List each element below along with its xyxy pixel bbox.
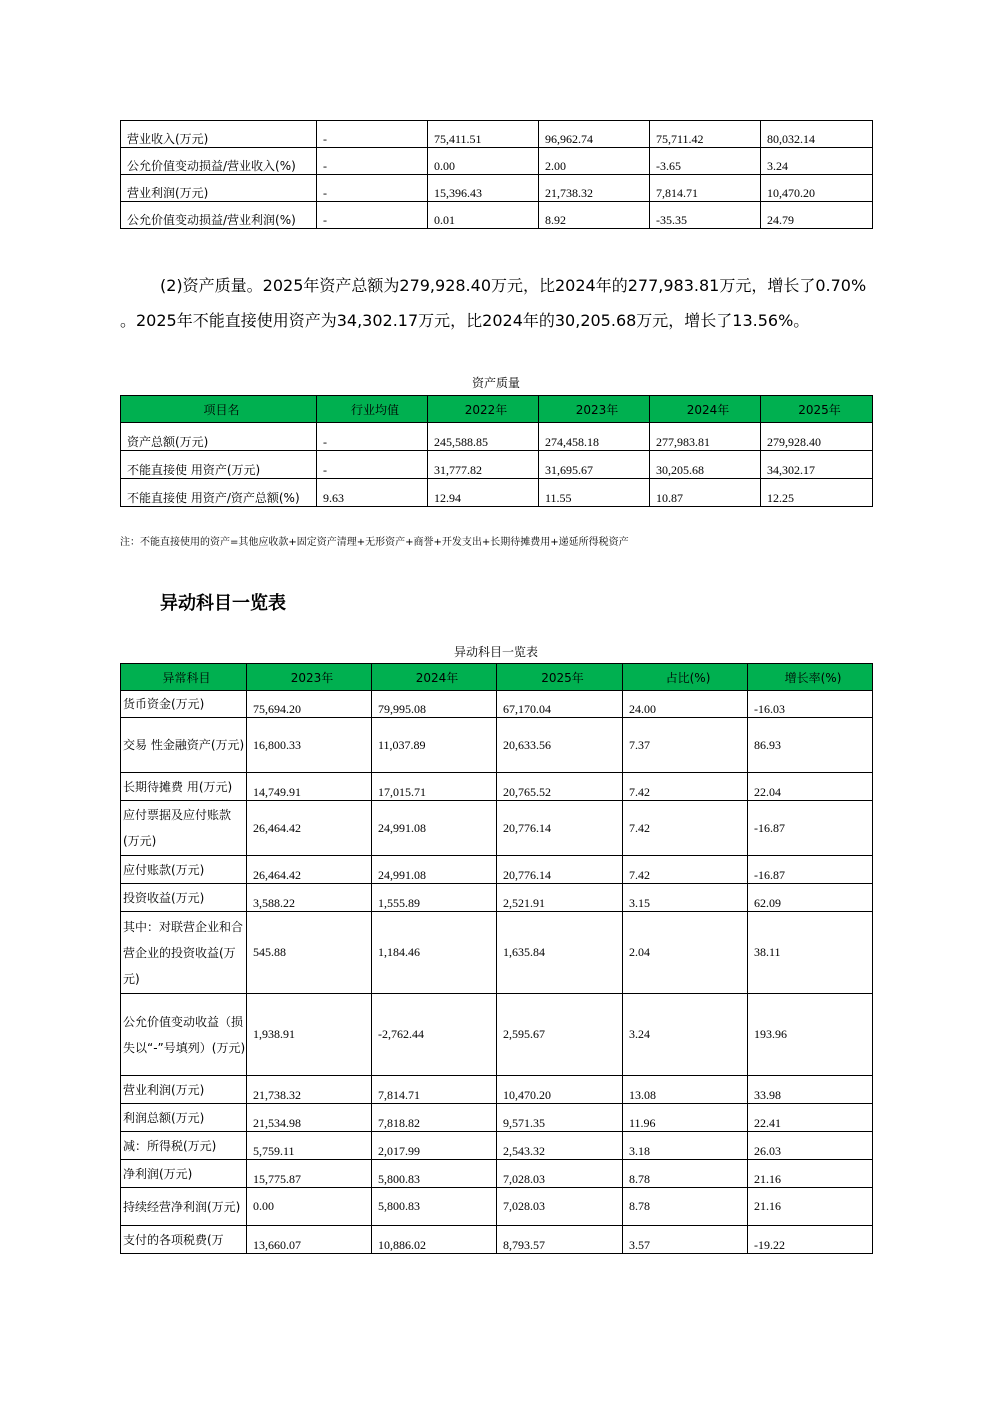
paragraph-line-2: 。2025年不能直接使用资产为34,302.17万元，比2024年的30,205.68万元，增长了13.56%。: [120, 311, 810, 330]
asset-quality-paragraph: [120, 268, 880, 338]
table-cell: 21,738.32: [539, 175, 650, 202]
row-label: 持续经营净利润(万元): [121, 1188, 247, 1226]
table-row: [121, 423, 873, 451]
table-cell: 1,938.91: [247, 994, 372, 1076]
abnormal-items-caption: 异动科目一览表: [453, 645, 538, 659]
table-cell: -3.65: [650, 148, 761, 175]
table-row: [121, 691, 873, 718]
column-header: 增长率(%): [748, 664, 873, 691]
row-label: 公允价值变动损益/营业利润(%): [121, 202, 317, 229]
table-row: [121, 773, 873, 801]
column-header: 2025年: [761, 396, 873, 423]
table-cell: 21,738.32: [247, 1076, 372, 1104]
table-row: [121, 1076, 873, 1104]
table-cell: -: [317, 202, 428, 229]
table-row: [121, 718, 873, 773]
table-cell: 9.63: [317, 479, 428, 507]
column-header: 2024年: [650, 396, 761, 423]
table-cell: 22.04: [748, 773, 873, 801]
table-cell: 11.55: [539, 479, 650, 507]
table-cell: 75,694.20: [247, 691, 372, 718]
table-cell: 7.42: [623, 856, 748, 884]
table-cell: 26.03: [748, 1132, 873, 1160]
table-cell: 274,458.18: [539, 423, 650, 451]
table-cell: 75,411.51: [428, 121, 539, 148]
table-cell: 2,543.32: [497, 1132, 623, 1160]
table-cell: 2,017.99: [372, 1132, 497, 1160]
table-row: [121, 148, 873, 175]
table-cell: 7,814.71: [650, 175, 761, 202]
table-row: [121, 1188, 873, 1226]
table-cell: 8.78: [623, 1188, 748, 1226]
table-cell: 8.92: [539, 202, 650, 229]
row-label: 投资收益(万元): [121, 884, 247, 912]
table-cell: 1,555.89: [372, 884, 497, 912]
table-cell: 10,886.02: [372, 1226, 497, 1254]
table-cell: 5,759.11: [247, 1132, 372, 1160]
table-cell: -2,762.44: [372, 994, 497, 1076]
table-cell: -19.22: [748, 1226, 873, 1254]
asset-quality-note: 注：不能直接使用的资产=其他应收款+固定资产清理+无形资产+商誉+开发支出+长期待摊费用+递延所得税资产: [120, 537, 629, 548]
row-label: 应付票据及应付账款(万元): [121, 801, 247, 856]
row-label: 不能直接使 用资产(万元): [121, 451, 317, 479]
table-cell: 31,695.67: [539, 451, 650, 479]
table-cell: -35.35: [650, 202, 761, 229]
column-header: 2023年: [247, 664, 372, 691]
table-row: [121, 912, 873, 994]
table-row: [121, 801, 873, 856]
table-cell: 3,588.22: [247, 884, 372, 912]
table-cell: 16,800.33: [247, 718, 372, 773]
table-cell: 20,765.52: [497, 773, 623, 801]
table-cell: 96,962.74: [539, 121, 650, 148]
table-cell: -: [317, 121, 428, 148]
row-label: 营业利润(万元): [121, 1076, 247, 1104]
row-label: 减：所得税(万元): [121, 1132, 247, 1160]
table-header-row: [121, 664, 873, 691]
table-cell: 12.25: [761, 479, 873, 507]
table-cell: 10,470.20: [497, 1076, 623, 1104]
table-cell: 11.96: [623, 1104, 748, 1132]
table-cell: 24.79: [761, 202, 873, 229]
table-cell: 13,660.07: [247, 1226, 372, 1254]
table-cell: 277,983.81: [650, 423, 761, 451]
table-row: [121, 856, 873, 884]
table-cell: 24,991.08: [372, 801, 497, 856]
asset-quality-caption: 资产质量: [471, 376, 520, 390]
table-cell: 3.24: [761, 148, 873, 175]
table-cell: 0.01: [428, 202, 539, 229]
table-cell: 26,464.42: [247, 856, 372, 884]
table-header-row: [121, 396, 873, 423]
table-cell: -16.87: [748, 856, 873, 884]
section-heading: 异动科目一览表: [160, 593, 286, 614]
table-cell: 279,928.40: [761, 423, 873, 451]
table-cell: 26,464.42: [247, 801, 372, 856]
table-cell: 7.42: [623, 801, 748, 856]
table-cell: -16.03: [748, 691, 873, 718]
asset-quality-table: [120, 395, 873, 507]
table-cell: 545.88: [247, 912, 372, 994]
table-cell: 3.15: [623, 884, 748, 912]
table-cell: 1,635.84: [497, 912, 623, 994]
table-cell: 20,633.56: [497, 718, 623, 773]
column-header: 2024年: [372, 664, 497, 691]
table-cell: 8,793.57: [497, 1226, 623, 1254]
table-cell: 9,571.35: [497, 1104, 623, 1132]
table-cell: 21,534.98: [247, 1104, 372, 1132]
table-cell: 8.78: [623, 1160, 748, 1188]
table-cell: 21.16: [748, 1160, 873, 1188]
table-cell: 14,749.91: [247, 773, 372, 801]
row-label: 利润总额(万元): [121, 1104, 247, 1132]
abnormal-items-table: [120, 663, 873, 1254]
table-row: [121, 1132, 873, 1160]
column-header: 2025年: [497, 664, 623, 691]
row-label: 公允价值变动收益（损失以“-”号填列）(万元): [121, 994, 247, 1076]
row-label: 不能直接使 用资产/资产总额(%): [121, 479, 317, 507]
table-cell: 80,032.14: [761, 121, 873, 148]
table-cell: 15,396.43: [428, 175, 539, 202]
row-label: 支付的各项税费(万: [121, 1226, 247, 1254]
row-label: 净利润(万元): [121, 1160, 247, 1188]
table-cell: -16.87: [748, 801, 873, 856]
table-cell: 5,800.83: [372, 1160, 497, 1188]
table-cell: -: [317, 423, 428, 451]
table-cell: 7,028.03: [497, 1188, 623, 1226]
table-cell: -: [317, 148, 428, 175]
table-cell: 3.18: [623, 1132, 748, 1160]
table-cell: 75,711.42: [650, 121, 761, 148]
table-row: [121, 1226, 873, 1254]
table-cell: 245,588.85: [428, 423, 539, 451]
table-cell: 3.24: [623, 994, 748, 1076]
table-cell: 21.16: [748, 1188, 873, 1226]
column-header: 2022年: [428, 396, 539, 423]
table-cell: 31,777.82: [428, 451, 539, 479]
income-metrics-table: [120, 120, 873, 229]
row-label: 其中：对联营企业和合营企业的投资收益(万元): [121, 912, 247, 994]
table-row: [121, 202, 873, 229]
table-row: [121, 175, 873, 202]
table-row: [121, 479, 873, 507]
column-header: 异常科目: [121, 664, 247, 691]
row-label: 应付账款(万元): [121, 856, 247, 884]
table-cell: 20,776.14: [497, 801, 623, 856]
table-cell: 38.11: [748, 912, 873, 994]
table-cell: -: [317, 175, 428, 202]
paragraph-line-1: (2)资产质量。2025年资产总额为279,928.40万元，比2024年的277,983.81万元，增长了0.70%: [160, 276, 867, 295]
table-cell: -: [317, 451, 428, 479]
table-cell: 2.04: [623, 912, 748, 994]
table-cell: 7,814.71: [372, 1076, 497, 1104]
table-cell: 13.08: [623, 1076, 748, 1104]
table-cell: 33.98: [748, 1076, 873, 1104]
column-header: 行业均值: [317, 396, 428, 423]
table-row: [121, 994, 873, 1076]
table-cell: 3.57: [623, 1226, 748, 1254]
table-cell: 7,818.82: [372, 1104, 497, 1132]
table-cell: 15,775.87: [247, 1160, 372, 1188]
table-cell: 5,800.83: [372, 1188, 497, 1226]
table-cell: 11,037.89: [372, 718, 497, 773]
table-cell: 34,302.17: [761, 451, 873, 479]
row-label: 资产总额(万元): [121, 423, 317, 451]
table-cell: 2.00: [539, 148, 650, 175]
table-cell: 0.00: [247, 1188, 372, 1226]
row-label: 货币资金(万元): [121, 691, 247, 718]
table-cell: 2,595.67: [497, 994, 623, 1076]
table-row: [121, 1104, 873, 1132]
table-cell: 0.00: [428, 148, 539, 175]
row-label: 长期待摊费 用(万元): [121, 773, 247, 801]
row-label: 营业利润(万元): [121, 175, 317, 202]
column-header: 项目名: [121, 396, 317, 423]
table-cell: 22.41: [748, 1104, 873, 1132]
table-row: [121, 884, 873, 912]
table-cell: 79,995.08: [372, 691, 497, 718]
table-cell: 17,015.71: [372, 773, 497, 801]
table-cell: 24,991.08: [372, 856, 497, 884]
table-cell: 7.42: [623, 773, 748, 801]
column-header: 2023年: [539, 396, 650, 423]
table-cell: 20,776.14: [497, 856, 623, 884]
row-label: 营业收入(万元): [121, 121, 317, 148]
table-cell: 24.00: [623, 691, 748, 718]
table-row: [121, 1160, 873, 1188]
table-cell: 86.93: [748, 718, 873, 773]
table-cell: 2,521.91: [497, 884, 623, 912]
table-cell: 10,470.20: [761, 175, 873, 202]
table-cell: 193.96: [748, 994, 873, 1076]
table-cell: 7.37: [623, 718, 748, 773]
table-cell: 62.09: [748, 884, 873, 912]
row-label: 公允价值变动损益/营业收入(%): [121, 148, 317, 175]
table-cell: 67,170.04: [497, 691, 623, 718]
table-cell: 1,184.46: [372, 912, 497, 994]
table-row: [121, 121, 873, 148]
column-header: 占比(%): [623, 664, 748, 691]
table-cell: 30,205.68: [650, 451, 761, 479]
row-label: 交易 性金融资产(万元): [121, 718, 247, 773]
table-cell: 7,028.03: [497, 1160, 623, 1188]
table-cell: 10.87: [650, 479, 761, 507]
table-cell: 12.94: [428, 479, 539, 507]
table-row: [121, 451, 873, 479]
